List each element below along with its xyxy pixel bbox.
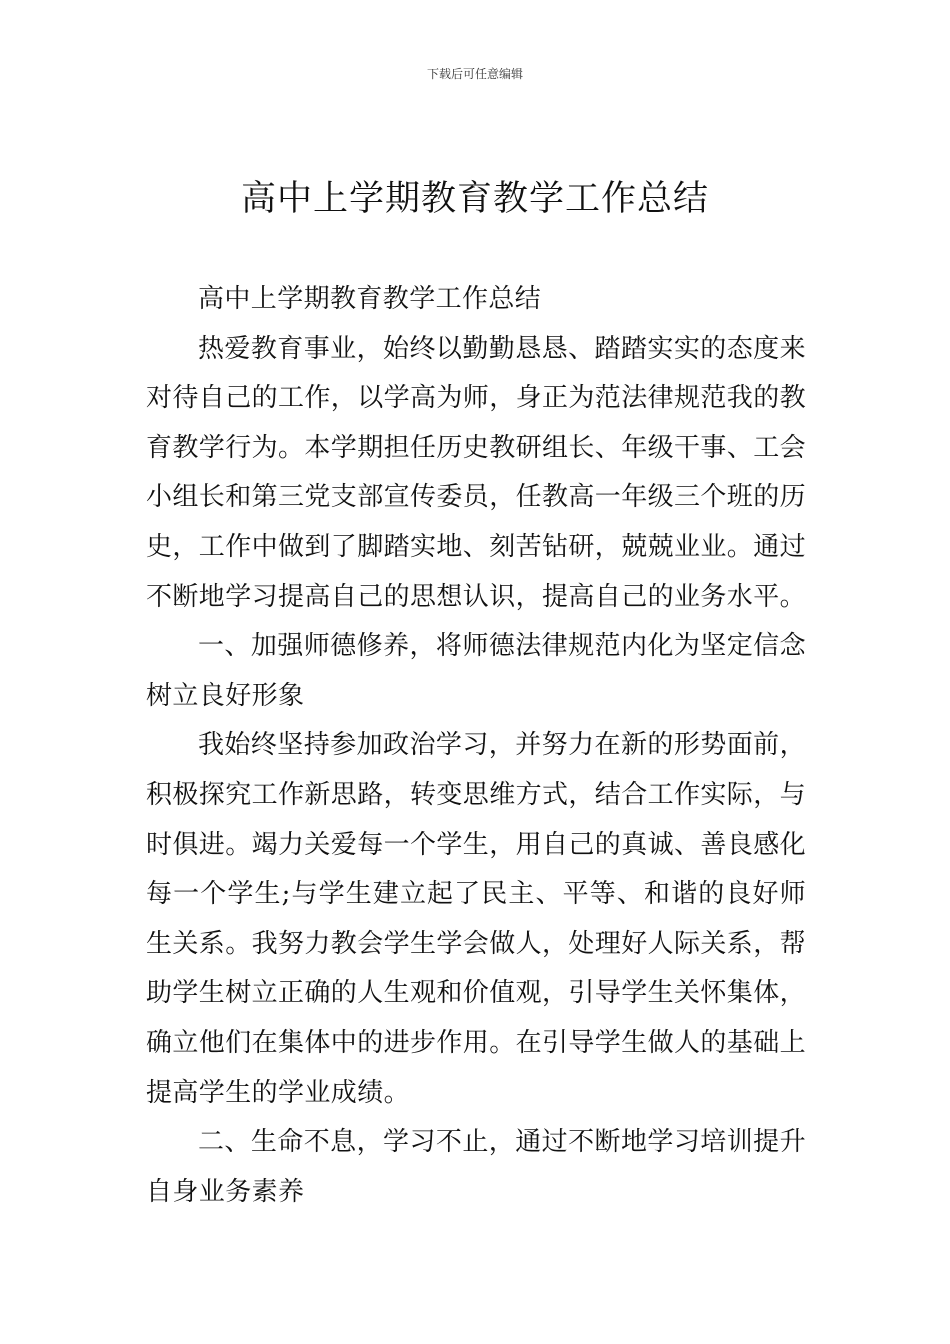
- header-note: 下载后可任意编辑: [426, 67, 523, 81]
- section-heading-1: 一、加强师德修养，将师德法律规范内化为坚定信念树立良好形象: [146, 631, 806, 711]
- document-title: 高中上学期教育教学工作总结: [240, 179, 709, 219]
- section-heading-2: 二、生命不息，学习不止，通过不断地学习培训提升自身业务素养: [146, 1127, 806, 1207]
- paragraph-section-1: 我始终坚持参加政治学习，并努力在新的形势面前，积极探究工作新思路，转变思维方式，结合工作实际，与时俱进。竭力关爱每一个学生，用自己的真诚、善良感化每一个学生;与学生建立起了民主、平等、和谐的良好师生关系。我努力教会学生学会做人，处理好人际关系，帮助学生树立正确的人生观和价值观，引导学生关怀集体，确立他们在集体中的进步作用。在引导学生做人的基础上提高学生的学业成绩。: [146, 730, 807, 1108]
- paragraph-intro: 热爱教育事业，始终以勤勤恳恳、踏踏实实的态度来对待自己的工作，以学高为师，身正为范法律规范我的教育教学行为。本学期担任历史教研组长、年级干事、工会小组长和第三党支部宣传委员，任教高一年级三个班的历史，工作中做到了脚踏实地、刻苦钻研，兢兢业业。通过不断地学习提高自己的思想认识，提高自己的业务水平。: [146, 333, 807, 612]
- document-body: [146, 275, 806, 1217]
- paragraph-subtitle: 高中上学期教育教学工作总结: [198, 284, 542, 314]
